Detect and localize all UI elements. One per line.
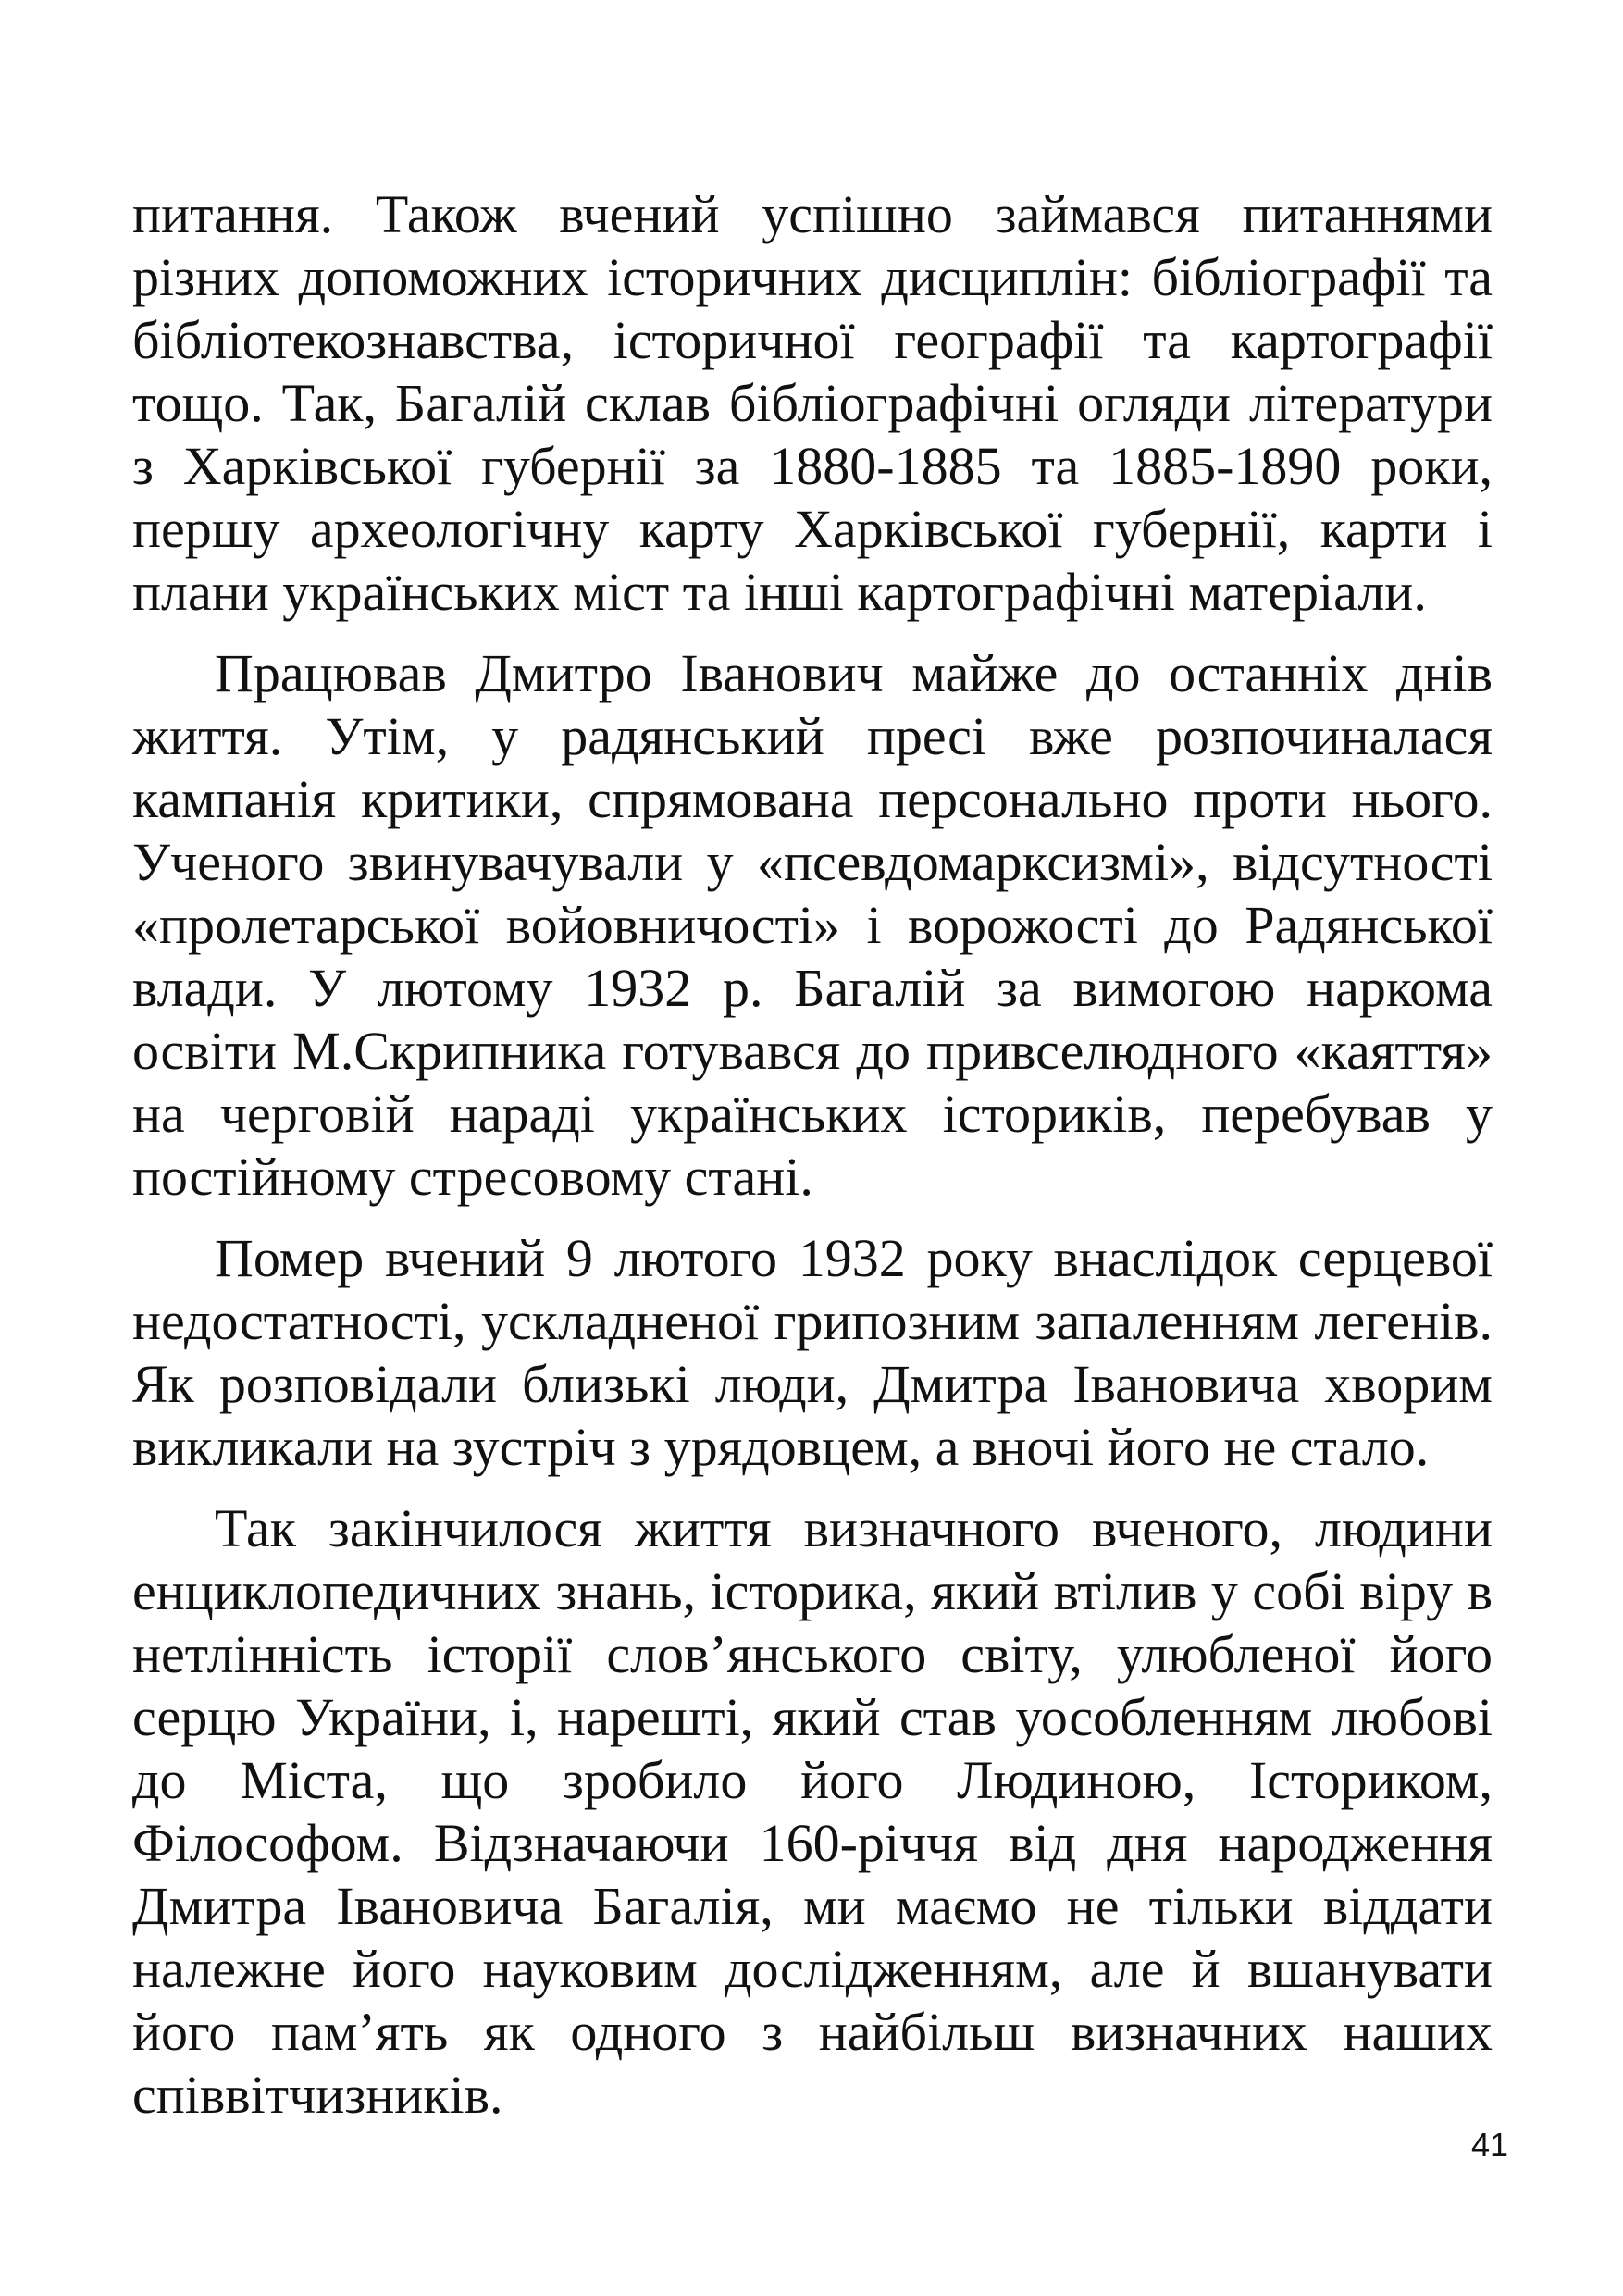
paragraph-4: Так закінчилося життя визначного вченого, людини енциклопедичних знань, історика, який втілив у собі віру в нетлінність історії слов’янського світу, улюбленої його серцю України, і, нарешті, який став уособленням любові до Міста, що зробило його Людиною, Істориком, Філософом. Відзначаючи 160-річчя від дня народження Дмитра Івановича Багалія, ми маємо не тільки віддати належне його науковим дослідженням, але й вшанувати його пам’ять як одного з найбільш визначних наших співвітчизників. <box>132 1498 1493 2125</box>
page-number: 41 <box>1470 2126 1508 2164</box>
paragraph-1: питання. Також вчений успішно займався питаннями різних допоможних історичних дисциплін: бібліографії та бібліотекознавства, історичної географії та картографії тощо. Так, Багалій склав бібліографічні огляди літератури з Харківської губернії за 1880-1885 та 1885-1890 роки, першу археологічну карту Харківської губернії, карти і плани українських міст та інші картографічні матеріали. <box>132 184 1493 622</box>
paragraph-3: Помер вчений 9 лютого 1932 року внаслідок серцевої недостатності, ускладненої грипозним запаленням легенів. Як розповідали близькі люди, Дмитра Івановича хворим викликали на зустріч з урядовцем, а вночі його не стало. <box>132 1228 1493 1477</box>
body-text <box>132 183 1493 2145</box>
paragraph-2: Працював Дмитро Іванович майже до останніх днів життя. Утім, у радянський пресі вже розпочиналася кампанія критики, спрямована персонально проти нього. Ученого звинувачували у «псевдомарксизмі», відсутності «пролетарської войовничості» і ворожості до Радянської влади. У лютому 1932 р. Багалій за вимогою наркома освіти М.Скрипника готувався до привселюдного «каяття» на черговій нараді українських істориків, перебував у постійному стресовому стані. <box>132 643 1493 1207</box>
